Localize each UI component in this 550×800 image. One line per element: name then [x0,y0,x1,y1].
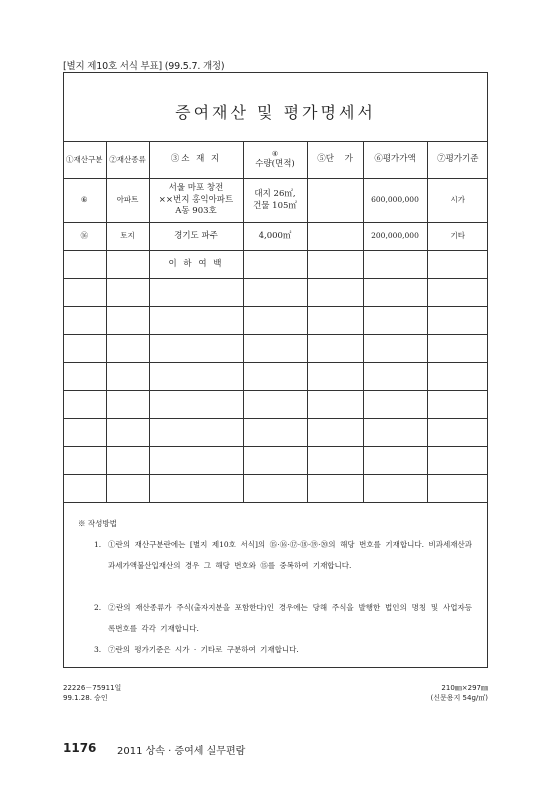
table-cell [427,447,488,475]
cell-line: A동 903호 [175,206,217,217]
instruction-text: ⑦란의 평가기준은 시가 · 기타로 구분하여 기재합니다. [108,645,299,654]
table-cell [307,447,363,475]
table-cell [106,419,149,447]
col-header-unit-price: ⑤단 가 [307,142,363,179]
property-table [63,141,488,503]
col-header-basis: ⑦평가기준 [427,142,488,179]
cell-line: 경기도 파주 [174,230,218,241]
table-cell [363,279,427,307]
table-cell [363,475,427,503]
approval-date: 99.1.28. 승인 [63,694,108,702]
table-cell [307,179,363,223]
paper-type: (신문용지 54g/㎡) [430,694,488,702]
paper-size: 210㎜×297㎜ [441,684,488,692]
form-title: 증여재산 및 평가명세서 [175,103,376,122]
approval-number: 22226－75911일 [63,684,122,692]
table-cell [106,391,149,419]
table-cell [63,307,106,335]
instructions-title: ※ 작성방법 [78,519,117,528]
table-cell [243,251,307,279]
table-cell [427,251,488,279]
table-cell [63,363,106,391]
table-row-empty [63,447,488,475]
table-cell [149,475,243,503]
col-header-quantity-num: ④ [271,149,279,158]
table-cell [363,419,427,447]
table-cell: ⑥ [63,179,106,223]
table-cell [307,475,363,503]
table-row-empty [63,279,488,307]
table-cell [106,363,149,391]
table-row-empty [63,335,488,363]
cell-line: 대지 26㎡, [254,189,296,200]
table-cell [307,251,363,279]
table-cell [243,391,307,419]
instruction-number: 2. [94,603,102,612]
table-cell [427,391,488,419]
table-cell [243,179,307,223]
table-cell [243,363,307,391]
table-cell [149,391,243,419]
table-row-empty [63,363,488,391]
book-title: 2011 상속 · 증여세 실무편람 [117,746,246,757]
table-cell [307,419,363,447]
table-cell: 200,000,000 [363,223,427,251]
table-row-empty [63,307,488,335]
table-row [63,223,488,251]
table-cell: 아파트 [106,179,149,223]
col-header-location: ③소 재 지 [149,142,243,179]
table-cell [63,335,106,363]
table-cell [307,391,363,419]
instruction-number: 3. [94,645,102,654]
instruction-text: ①란의 재산구분란에는 [별지 제10호 서식]의 ⑮·⑯·⑰·⑱·⑲·⑳의 해당 번호를 기재합니다. 비과세재산과 과세가액불산입재산의 경우 그 해당 번호와 ⑮를 중복하여 기재합니다. [108,540,472,570]
instruction-text: ②란의 재산종류가 주식(출자지분을 포함한다)인 경우에는 당해 주식을 발행한 법인의 명칭 및 사업자등록번호를 각각 기재합니다. [108,603,472,633]
table-cell [106,475,149,503]
table-cell [149,279,243,307]
form-header: [별지 제10호 서식 부표] (99.5.7. 개정) [63,61,225,72]
table-cell: ⑯ [63,223,106,251]
table-cell [363,335,427,363]
table-cell [363,447,427,475]
table-row [63,251,488,279]
table-cell [307,279,363,307]
table-cell [363,307,427,335]
table-cell [63,391,106,419]
table-cell [149,307,243,335]
table-cell [307,223,363,251]
table-cell [427,363,488,391]
table-cell [243,335,307,363]
table-cell [106,307,149,335]
cell-line: ××번지 홍익아파트 [158,194,234,205]
instruction-item [94,639,472,660]
table-cell [106,279,149,307]
table-cell [63,251,106,279]
table-cell [307,335,363,363]
table-cell [363,363,427,391]
footer-left [63,683,121,703]
table-row [63,179,488,223]
table-cell: 시가 [427,179,488,223]
table-cell [427,335,488,363]
table-cell [106,335,149,363]
table-cell [63,475,106,503]
table-cell [307,307,363,335]
table-cell [243,447,307,475]
table-cell [427,279,488,307]
table-cell [427,419,488,447]
table-cell [106,251,149,279]
table-cell: 기타 [427,223,488,251]
cell-line: 건물 105㎡ [253,200,297,211]
valuation-form [63,72,488,668]
page-number: 1176 [63,741,97,755]
table-cell [363,251,427,279]
table-cell [243,307,307,335]
col-header-quantity-label: 수량(면적) [255,158,295,169]
table-cell [149,419,243,447]
table-cell [106,447,149,475]
table-cell [63,447,106,475]
table-cell [243,223,307,251]
col-header-quantity [243,142,307,179]
instruction-item [94,597,472,639]
table-cell [243,419,307,447]
table-cell [149,251,243,279]
table-row-empty [63,391,488,419]
table-row-empty [63,475,488,503]
table-cell [149,335,243,363]
table-cell: 토지 [106,223,149,251]
col-header-type: ②재산종류 [106,142,149,179]
cell-line: 서울 마포 창전 [168,183,224,194]
table-cell [63,279,106,307]
col-header-category: ①재산구분 [63,142,106,179]
table-cell [149,363,243,391]
table-cell [243,279,307,307]
table-cell [63,419,106,447]
col-header-value: ⑥평가가액 [363,142,427,179]
table-cell [149,223,243,251]
table-cell: 600,000,000 [363,179,427,223]
table-cell [149,447,243,475]
footer-right [431,683,488,703]
instruction-number: 1. [94,540,102,549]
table-cell [427,307,488,335]
table-row-empty [63,419,488,447]
instruction-item [94,534,472,576]
table-cell [363,391,427,419]
table-cell [149,179,243,223]
cell-line: 이 하 여 백 [168,258,224,269]
table-header-row [63,142,488,179]
table-cell [427,475,488,503]
cell-line: 4,000㎡ [258,230,292,241]
table-cell [307,363,363,391]
table-cell [243,475,307,503]
